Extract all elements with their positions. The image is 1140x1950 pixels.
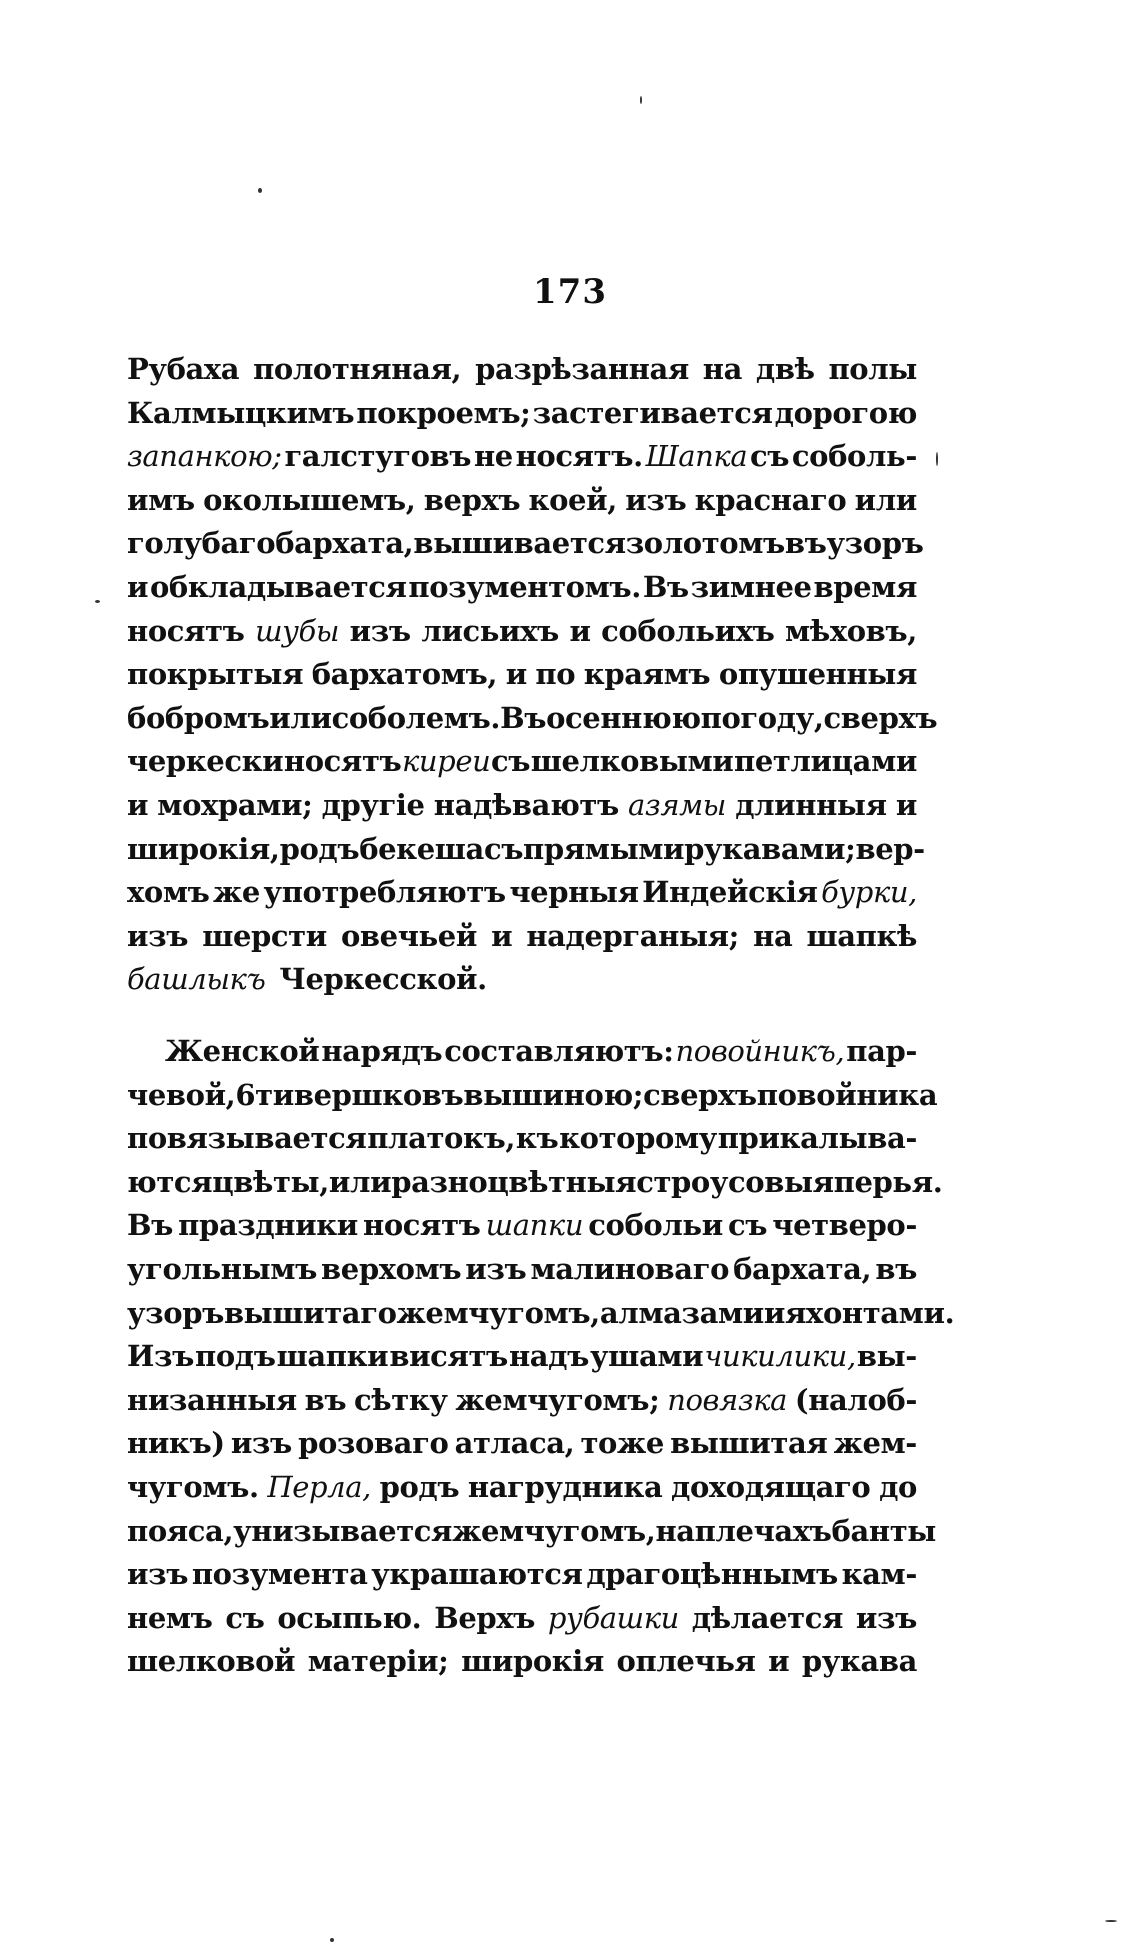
- word: сверхъ: [643, 1077, 757, 1112]
- word: зимнее: [690, 569, 812, 604]
- word: Рубаха: [127, 352, 240, 386]
- word: съ: [727, 1208, 768, 1243]
- word: съ: [225, 1600, 265, 1635]
- word: розоваго: [298, 1426, 449, 1461]
- word: другіе: [321, 787, 425, 822]
- word: рукавами;: [684, 831, 856, 866]
- word: позумента: [191, 1557, 368, 1592]
- word: изъ: [465, 1251, 527, 1286]
- text-line: [127, 1466, 917, 1510]
- word: изъ: [349, 613, 411, 648]
- text-line: [127, 653, 917, 697]
- word: сѣтку: [354, 1382, 448, 1417]
- word: Изъ: [127, 1339, 194, 1374]
- word: изъ: [127, 918, 189, 953]
- text-line: [127, 610, 917, 654]
- word: платокъ,: [367, 1121, 516, 1156]
- word: голубаго: [127, 526, 276, 561]
- word: разрѣзанная: [475, 352, 689, 386]
- word: рубашки: [547, 1600, 679, 1635]
- word: не: [473, 439, 513, 474]
- text-line: [127, 1379, 917, 1423]
- text-line: [127, 479, 917, 523]
- word: жемчугомъ,: [396, 1295, 600, 1330]
- word: тоже: [580, 1426, 664, 1461]
- text-line: [127, 1161, 943, 1205]
- text-line: [127, 1030, 917, 1074]
- text-line: [127, 1597, 917, 1641]
- word: изъ: [855, 1600, 917, 1635]
- word: повязка: [667, 1382, 788, 1417]
- text-line: [127, 740, 917, 784]
- word: Въ: [500, 700, 547, 735]
- word: надерганыя;: [526, 918, 739, 953]
- scan-speck: [936, 452, 938, 466]
- word: черныя: [509, 875, 639, 910]
- word: нагрудника: [467, 1469, 663, 1504]
- word: шапки: [276, 1339, 389, 1374]
- text-line: [127, 958, 917, 1002]
- word: вышитаго: [223, 1295, 397, 1330]
- word: азямы: [628, 787, 726, 822]
- text-line: [127, 697, 938, 741]
- word: коей,: [528, 482, 617, 517]
- word: по: [535, 657, 576, 692]
- text-line: [127, 1292, 955, 1336]
- word: праздники: [178, 1208, 358, 1243]
- word: въ: [875, 1251, 917, 1286]
- word: Калмыцкимъ: [127, 395, 355, 430]
- word: широкія,: [127, 831, 280, 866]
- word: никъ): [127, 1426, 225, 1461]
- word: (налоб-: [794, 1382, 917, 1417]
- word: краямъ: [583, 657, 711, 692]
- word: покрытыя: [127, 657, 304, 692]
- word: Женской: [165, 1034, 320, 1068]
- word: верхъ: [423, 482, 521, 517]
- word: съ: [483, 831, 524, 866]
- text-line: [127, 1553, 917, 1597]
- word: бархата,: [733, 1251, 872, 1286]
- word: покроемъ;: [356, 395, 531, 430]
- word: Въ: [642, 569, 689, 604]
- word: киреи: [401, 744, 491, 779]
- word: вы-: [856, 1339, 917, 1374]
- word: алмазами: [599, 1295, 764, 1330]
- paragraph-2: [127, 1030, 955, 1684]
- word: петлицами: [734, 744, 917, 779]
- word: полы: [828, 352, 917, 386]
- word: низанныя: [127, 1382, 297, 1417]
- word: шапки: [485, 1208, 584, 1243]
- word: на: [655, 1513, 695, 1548]
- word: атласа,: [454, 1426, 575, 1461]
- word: Черкесской.: [279, 962, 487, 997]
- word: пар-: [846, 1034, 917, 1068]
- text-line: [127, 522, 924, 566]
- word: въ: [304, 1382, 347, 1417]
- word: строусовыя: [636, 1164, 834, 1199]
- word: осеннюю: [546, 700, 701, 735]
- word: мѣховъ,: [785, 613, 917, 648]
- word: носятъ: [127, 613, 245, 648]
- word: рукава: [801, 1644, 917, 1679]
- text-line: [127, 566, 917, 610]
- scan-speck: [95, 600, 100, 603]
- word: составляютъ:: [444, 1034, 674, 1068]
- word: башлыкъ: [127, 962, 266, 997]
- scan-speck: [330, 1938, 334, 1942]
- word: полотняная,: [253, 352, 462, 386]
- word: черкески: [127, 744, 284, 779]
- text-line: [127, 1422, 917, 1466]
- word: мохрами;: [157, 787, 313, 822]
- word: или: [269, 700, 332, 735]
- word: носятъ: [363, 1208, 481, 1243]
- text-line: [127, 435, 917, 479]
- word: матеріи;: [307, 1644, 449, 1679]
- word: кам-: [841, 1557, 917, 1592]
- word: изъ: [625, 482, 687, 517]
- text-line: [127, 1335, 917, 1379]
- word: плечахъ: [694, 1513, 832, 1548]
- text-line: [127, 348, 917, 392]
- word: яхонтами.: [785, 1295, 955, 1330]
- word: банты: [831, 1513, 936, 1548]
- word: бурки,: [821, 875, 917, 910]
- text-line: [127, 828, 925, 872]
- word: бархата,: [275, 526, 414, 561]
- word: околышемъ,: [203, 482, 416, 517]
- word: узоръ: [127, 1295, 224, 1330]
- word: ушами: [590, 1339, 704, 1374]
- word: къ: [515, 1121, 559, 1156]
- word: съ: [750, 439, 790, 474]
- word: унизывается: [233, 1513, 453, 1548]
- word: шелковой: [127, 1644, 296, 1679]
- word: 6ти: [235, 1077, 294, 1112]
- word: оплечья: [616, 1644, 756, 1679]
- scan-speck: [258, 188, 262, 193]
- word: и: [491, 918, 513, 953]
- word: бекеша: [359, 831, 484, 866]
- word: родъ: [279, 831, 360, 866]
- word: носятъ.: [515, 439, 643, 474]
- word: шапкѣ: [806, 918, 917, 953]
- word: на: [702, 352, 743, 386]
- word: собольи: [588, 1208, 723, 1243]
- word: четверо-: [772, 1208, 917, 1243]
- word: до: [879, 1469, 917, 1504]
- word: позументомъ.: [408, 569, 641, 604]
- word: узоръ: [826, 526, 924, 561]
- scan-speck: [1105, 1920, 1117, 1922]
- word: дорогою: [774, 395, 917, 430]
- word: разноцвѣтныя: [391, 1164, 637, 1199]
- word: погоду,: [700, 700, 824, 735]
- word: краснаго: [694, 482, 847, 517]
- word: немъ: [127, 1600, 213, 1635]
- text-line: [127, 1510, 936, 1554]
- word: и: [768, 1644, 790, 1679]
- word: драгоцѣннымъ: [586, 1557, 838, 1592]
- word: соболемъ.: [331, 700, 501, 735]
- word: двѣ: [755, 352, 815, 386]
- word: прямыми: [523, 831, 685, 866]
- word: собольихъ: [601, 613, 775, 648]
- word: же: [213, 875, 260, 910]
- word: застегивается: [532, 395, 773, 430]
- word: хомъ: [127, 875, 210, 910]
- word: Въ: [127, 1208, 173, 1243]
- word: шерсти: [202, 918, 327, 953]
- word: Перла,: [267, 1469, 371, 1504]
- text-line: [127, 1248, 917, 1292]
- word: Верхъ: [434, 1600, 535, 1635]
- word: длинныя: [735, 787, 887, 822]
- word: изъ: [230, 1426, 292, 1461]
- word: бобромъ: [127, 700, 270, 735]
- word: висятъ: [389, 1339, 508, 1374]
- word: или: [328, 1164, 392, 1199]
- word: золотомъ: [625, 526, 785, 561]
- word: верхомъ: [321, 1251, 462, 1286]
- scan-speck: [640, 96, 642, 104]
- word: галстуговъ: [284, 439, 472, 474]
- word: перья.: [833, 1164, 943, 1199]
- word: прикалыва-: [717, 1121, 917, 1156]
- page-number: 173: [533, 272, 607, 312]
- text-line: [127, 784, 917, 828]
- word: изъ: [127, 1557, 189, 1592]
- word: пояса,: [127, 1513, 234, 1548]
- word: Шапка: [645, 439, 748, 474]
- word: жемчугомъ;: [455, 1382, 660, 1417]
- word: дѣлается: [691, 1600, 844, 1635]
- word: родъ: [379, 1469, 460, 1504]
- text-line: [127, 915, 917, 959]
- word: цвѣты,: [212, 1164, 329, 1199]
- word: обкладывается: [149, 569, 407, 604]
- text-line: [127, 1117, 917, 1161]
- word: малиноваго: [530, 1251, 730, 1286]
- word: подъ: [195, 1339, 276, 1374]
- word: сверхъ: [823, 700, 938, 735]
- word: угольнымъ: [127, 1251, 317, 1286]
- word: и: [127, 787, 149, 822]
- word: и: [127, 569, 149, 604]
- word: опушенныя: [718, 657, 917, 692]
- word: надъ: [508, 1339, 589, 1374]
- word: повязывается: [127, 1121, 367, 1156]
- word: жем-: [833, 1426, 917, 1461]
- word: чевой,: [127, 1077, 236, 1112]
- word: надѣваютъ: [433, 787, 619, 822]
- word: Индейскія: [642, 875, 818, 910]
- word: украшаются: [371, 1557, 583, 1592]
- word: на: [753, 918, 793, 953]
- word: бархатомъ,: [311, 657, 498, 692]
- word: чикилики,: [704, 1339, 856, 1374]
- word: употребляютъ: [263, 875, 506, 910]
- word: вер-: [855, 831, 925, 866]
- word: и: [569, 613, 591, 648]
- word: широкія: [461, 1644, 604, 1679]
- word: шелковыми: [530, 744, 734, 779]
- word: которому: [559, 1121, 717, 1156]
- word: жемчугомъ,: [452, 1513, 656, 1548]
- word: соболь-: [791, 439, 917, 474]
- text-line: [127, 1640, 917, 1684]
- word: вышитая: [670, 1426, 828, 1461]
- word: лисьихъ: [421, 613, 559, 648]
- text-line: [127, 1204, 917, 1248]
- word: съ: [491, 744, 531, 779]
- word: время: [813, 569, 917, 604]
- word: запанкою;: [127, 439, 282, 474]
- word: овечьей: [340, 918, 477, 953]
- word: повойникъ,: [675, 1034, 845, 1068]
- word: осыпью.: [277, 1600, 422, 1635]
- word: имъ: [127, 482, 195, 517]
- word: вершковъ: [293, 1077, 464, 1112]
- text-line: [127, 871, 917, 915]
- word: ются: [127, 1164, 213, 1199]
- word: носятъ: [283, 744, 402, 779]
- word: и: [505, 657, 527, 692]
- paragraph-1: [127, 348, 938, 1002]
- text-line: [127, 392, 917, 436]
- word: шубы: [255, 613, 340, 648]
- word: и: [895, 787, 917, 822]
- word: доходящаго: [671, 1469, 871, 1504]
- word: вышиною;: [463, 1077, 644, 1112]
- text-line: [127, 1074, 938, 1118]
- word: въ: [784, 526, 827, 561]
- word: повойника: [756, 1077, 938, 1112]
- word: и: [763, 1295, 786, 1330]
- word: чугомъ.: [127, 1469, 259, 1504]
- word: вышивается: [413, 526, 626, 561]
- word: нарядъ: [321, 1034, 443, 1068]
- word: или: [854, 482, 917, 517]
